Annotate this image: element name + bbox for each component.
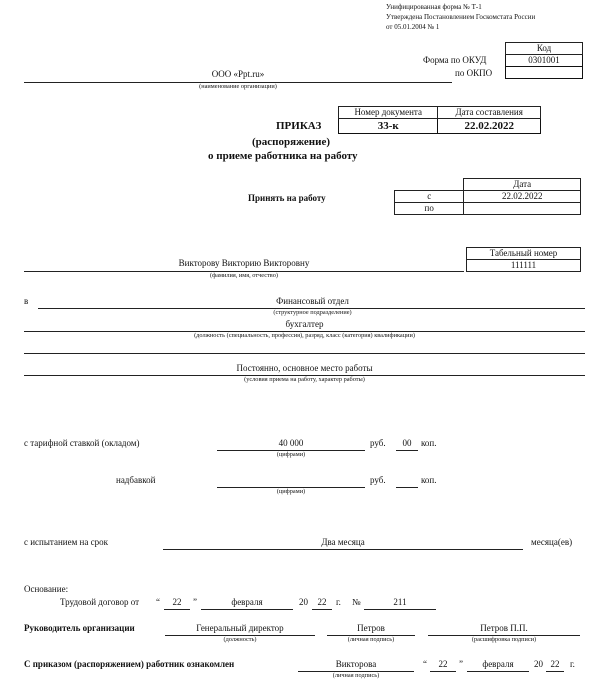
trial-suffix: месяца(ев) — [531, 537, 573, 547]
ack-quote-close: ” — [459, 659, 463, 669]
tab-number: 111111 — [467, 260, 581, 272]
employee-name: Викторову Викторию Викторовну — [178, 258, 310, 268]
hire-label: Принять на работу — [248, 193, 326, 203]
hire-from-date: 22.02.2022 — [464, 191, 581, 203]
department-name: Финансовый отдел — [276, 296, 349, 306]
manager-decoded: Петров П.П. — [480, 623, 528, 633]
bonus-caption: (цифрами) — [276, 488, 306, 495]
ack-label: С приказом (распоряжением) работник ознакомлен — [24, 659, 235, 669]
trial-label: с испытанием на срок — [24, 537, 108, 547]
contract-year: 22 — [317, 597, 327, 607]
doc-date-header: Дата составления — [438, 107, 541, 119]
conditions-caption: (условия приема на работу, характер работы) — [244, 376, 365, 383]
contract-number: 211 — [393, 597, 407, 607]
ack-quote-open: “ — [423, 659, 427, 669]
manager-position: Генеральный директор — [196, 623, 284, 633]
codes-table — [505, 42, 583, 79]
bonus-label: надбавкой — [116, 475, 156, 485]
salary-kop-value: 00 — [402, 438, 412, 448]
ack-year-prefix: 20 — [534, 659, 543, 669]
bonus-rub-label: руб. — [370, 475, 386, 485]
trial-value: Два месяца — [321, 537, 365, 547]
salary-caption: (цифрами) — [276, 451, 306, 458]
department-caption: (структурное подразделение) — [273, 309, 352, 316]
contract-year-prefix: 20 — [299, 597, 308, 607]
manager-signature-caption: (личная подпись) — [347, 636, 395, 643]
form-line-3: от 05.01.2004 № 1 — [386, 23, 440, 31]
okud-code: 0301001 — [506, 55, 583, 67]
doc-date: 22.02.2022 — [438, 119, 541, 134]
manager-label: Руководитель организации — [24, 623, 135, 633]
tab-number-table — [466, 247, 581, 272]
salary-rub-label: руб. — [370, 438, 386, 448]
ack-day: 22 — [438, 659, 448, 669]
form-line-1: Унифицированная форма № Т-1 — [386, 3, 482, 11]
okpo-label: по ОКПО — [455, 68, 493, 78]
position-caption: (должность (специальность, профессия), разряд, класс (категория) квалификации) — [194, 332, 415, 339]
hire-from-label: с — [395, 191, 464, 203]
hire-to-date — [464, 203, 581, 215]
contract-month: февраля — [231, 597, 263, 607]
bonus-kop-label: коп. — [421, 475, 437, 485]
contract-quote-open: “ — [156, 597, 160, 607]
document-table — [338, 106, 541, 134]
manager-decoded-caption: (расшифровка подписи) — [471, 636, 537, 643]
code-header: Код — [506, 43, 583, 55]
basis-label: Основание: — [24, 584, 69, 594]
contract-quote-close: ” — [193, 597, 197, 607]
salary-kop-label: коп. — [421, 438, 437, 448]
organization-caption: (наименование организации) — [199, 83, 277, 90]
hire-to-label: по — [395, 203, 464, 215]
contract-prefix: Трудовой договор от — [60, 597, 140, 607]
employee-caption: (фамилия, имя, отчество) — [210, 272, 278, 279]
manager-signature: Петров — [357, 623, 385, 633]
ack-signature: Викторова — [335, 659, 377, 669]
ack-year: 22 — [550, 659, 560, 669]
form-line-2: Утверждена Постановлением Госкомстата России — [386, 13, 536, 21]
doc-subtitle: (распоряжение) — [252, 136, 331, 148]
doc-subject: о приеме работника на работу — [208, 150, 358, 162]
conditions-value: Постоянно, основное место работы — [236, 363, 373, 373]
ack-signature-caption: (личная подпись) — [332, 672, 380, 679]
organization-name: ООО «Ppt.ru» — [211, 69, 265, 79]
contract-day: 22 — [172, 597, 182, 607]
contract-num-label: № — [352, 597, 361, 607]
okud-label: Форма по ОКУД — [423, 55, 487, 65]
salary-rub-value: 40 000 — [278, 438, 304, 448]
ack-month: февраля — [482, 659, 514, 669]
doc-title: ПРИКАЗ — [276, 120, 322, 132]
hire-date-header: Дата — [464, 179, 581, 191]
department-prefix: в — [24, 296, 29, 306]
manager-position-caption: (должность) — [223, 636, 257, 643]
doc-number-header: Номер документа — [339, 107, 438, 119]
tab-number-header: Табельный номер — [467, 248, 581, 260]
hire-table — [394, 178, 581, 215]
doc-number: 33-к — [339, 119, 438, 134]
salary-label: с тарифной ставкой (окладом) — [24, 438, 140, 448]
contract-year-label: г. — [336, 597, 341, 607]
position-name: бухгалтер — [285, 319, 324, 329]
okpo-code — [506, 67, 583, 79]
ack-year-label: г. — [570, 659, 575, 669]
